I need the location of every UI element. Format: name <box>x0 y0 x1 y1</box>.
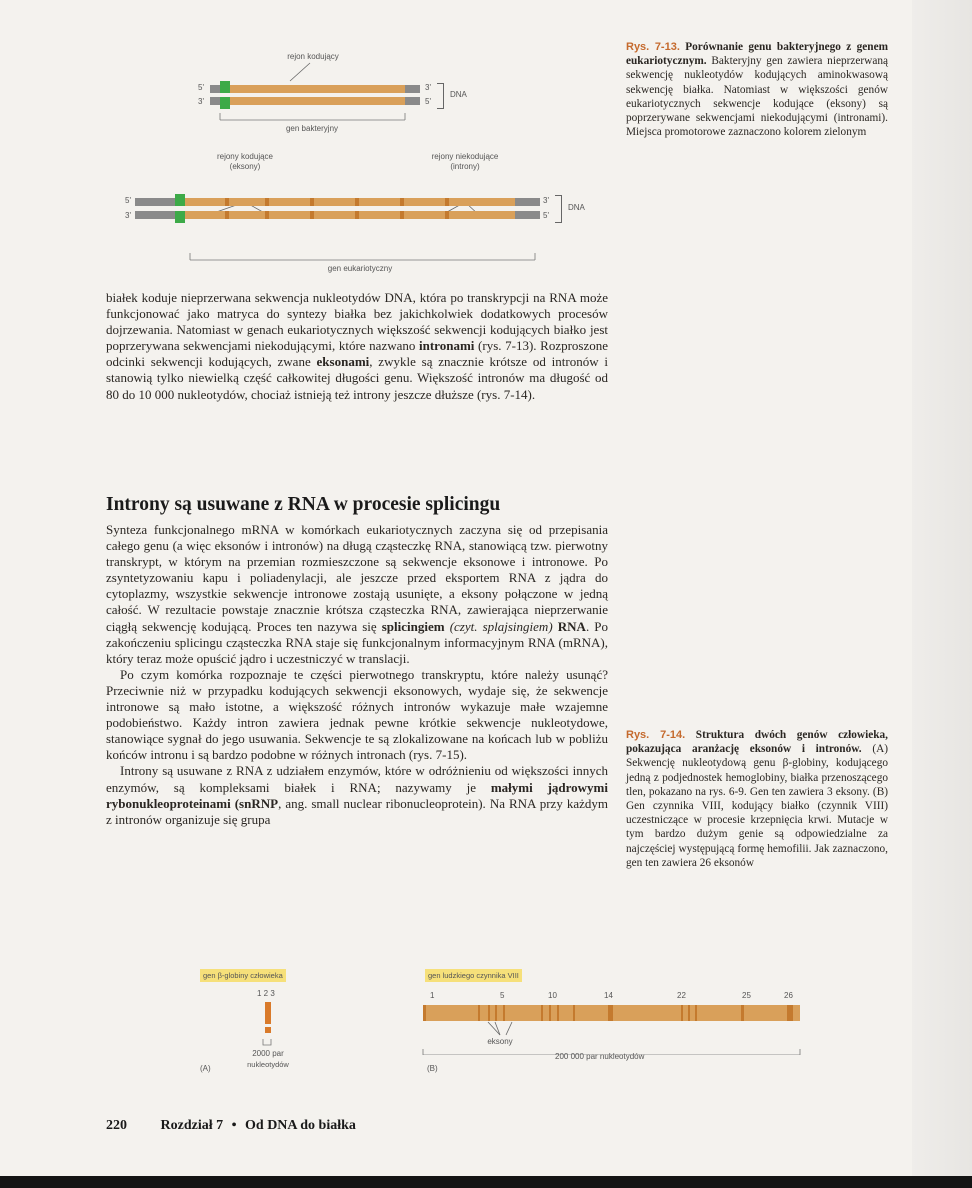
footer-separator: • <box>231 1118 237 1133</box>
caption13-title: Porównanie genu bakteryjnego z genem eukariotycznym. <box>626 41 888 68</box>
tick-26: 26 <box>784 991 793 1000</box>
tick-5: 5 <box>500 991 505 1000</box>
tick-22: 22 <box>677 991 686 1000</box>
euk-five-prime: 5' <box>125 196 131 205</box>
caption13-number: Rys. 7-13. <box>626 41 680 53</box>
eukaryotic-dna-strand-bottom <box>135 211 540 219</box>
caption-7-14 <box>626 728 888 870</box>
term-splicing: splicingiem <box>381 618 445 634</box>
eukaryotic-gene-label: gen eukariotyczny <box>327 264 393 273</box>
exons-label: (eksony) <box>229 162 261 171</box>
panel-b-label: (B) <box>427 1064 438 1073</box>
term-snrnp: małymi jądrowymi rybonukleoproteinami (snRNP <box>106 779 608 811</box>
caption-7-13 <box>626 40 888 139</box>
page-number: 220 <box>106 1118 127 1133</box>
body-paragraphs-2-4 <box>106 522 608 828</box>
term-exons: eksonami <box>316 354 370 370</box>
tick-1: 1 <box>430 991 435 1000</box>
para1-mid: (rys. 7-13). Rozproszone odcinki sekwencji kodujących, zwane <box>106 338 609 370</box>
caption14-body: (A) Sekwencję nukleotydową genu β-globiny, kodującego jedną z podjednostek hemoglobiny, białka przenoszącego tlen, pokazano na rys. 6-9. Gen ten zawiera 3 eksony. (B) Gen czynnika VIII, kodujący białko (czynnik VIII) uczestniczące w procesie krzepnięcia krwi. Mutacje w tym bardzo dużym genie są odpowiedzialne za najczęściej występującą formę hemofilii. Jak zaznaczono, gen ten zawiera 26 eksonów <box>626 743 889 869</box>
coding-region-label: rejon kodujący <box>287 52 339 61</box>
term-rna: RNA <box>557 618 586 634</box>
bacterial-gene-label: gen bakteryjny <box>285 124 339 133</box>
dna-label-top: DNA <box>450 90 467 99</box>
euk-three-prime-end: 3' <box>543 196 549 205</box>
dna-bracket-bottom <box>555 195 562 223</box>
page-edge-shadow <box>912 0 972 1188</box>
five-prime-label: 5' <box>198 83 204 92</box>
five-prime-label-end: 5' <box>425 97 431 106</box>
scale-b-label: 200 000 par nukleotydów <box>555 1052 645 1061</box>
scale-a-value: 2000 par <box>252 1049 284 1058</box>
factor8-exons-label: eksony <box>487 1037 513 1046</box>
globin-exon-numbers: 1 2 3 <box>257 989 275 998</box>
tick-14: 14 <box>604 991 613 1000</box>
globin-gene-tag: gen β-globiny człowieka <box>200 969 286 982</box>
euk-five-prime-end: 5' <box>543 211 549 220</box>
factor8-gene-bar <box>423 1005 800 1021</box>
chapter-label: Rozdział 7 <box>160 1118 224 1133</box>
caption14-number: Rys. 7-14. <box>626 729 686 741</box>
panel-a-label: (A) <box>200 1064 211 1073</box>
para1-end: , zwykle są znacznie krótsze od intronów i stanowią tylko niewielką część całkowitej długości genu. Większość intronów ma długość od 80 do 10 000 nukleotydów, chociaż istnieją też introny jeszcze dłuższe (rys. 7-14). <box>106 354 608 402</box>
caption13-body: Bakteryjny gen zawiera nieprzerwaną sekwencję nukleotydów kodujących aminokwasową sekwencję białka. Natomiast w większości genów eukariotycznych sekwencje kodujące (eksony) są poprzerywane sekwencjami niekodującymi (intronami). Miejsca promotorowe zaznaczono kolorem zielonym <box>626 55 889 139</box>
coding-regions-label: rejony kodujące <box>216 152 274 161</box>
eukaryotic-dna-strand-top <box>135 198 540 206</box>
noncoding-regions-label: rejony niekodujące <box>431 152 499 161</box>
figure-7-13 <box>125 40 610 273</box>
bacterial-dna-strand-top <box>210 85 420 93</box>
body-paragraph-1 <box>106 290 608 403</box>
dna-bracket-top <box>437 83 444 109</box>
dna-label-bottom: DNA <box>568 203 585 212</box>
scale-a-unit: nukleotydów <box>247 1060 289 1069</box>
tick-25: 25 <box>742 991 751 1000</box>
para2-end: . Po zakończeniu splicingu cząsteczka RNA staje się funkcjonalnym informacyjnym RNA (mRNA), który teraz może opuścić jądro i uczestniczyć w translacji. <box>106 618 609 666</box>
page-binding-edge <box>0 1176 972 1188</box>
para3: Po czym komórka rozpoznaje te części pierwotnego transkryptu, które należy usunąć? Przeciwnie niż w przypadku kodujących sekwencji eksonowych, wydaje się, że sekwencje intronowe są mało istotne, a większość różnych intronów wykazuje małe wzajemne podobieństwo. Każdy intron zawiera jednak pewne krótkie sekwencje nukleotydowe, stanowiące sygnał do jego usuwania. Sekwencje te są zlokalizowane na końcach lub w pobliżu końców intronu i są bardzo podobne w różnych intronach (rys. 7-15). <box>106 666 608 763</box>
term-introns: intronami <box>419 338 475 354</box>
three-prime-label-end: 3' <box>425 83 431 92</box>
para2-text: Synteza funkcjonalnego mRNA w komórkach eukariotycznych zaczyna się od przepisania całego genu (a więc eksonów i intronów) na długą cząsteczkę RNA, stanowiącą tzw. pierwotny transkrypt, w którym na przemian rozmieszczone są sekwencje eksonowe i intronowe. Po zsyntetyzowaniu kapu i poliadenylacji, ale jeszcze przed eksportem RNA z jądra do cytoplazmy, wszystkie sekwencje intronowe zostają usunięte, a eksony połączone w jedną całość. W rezultacie powstaje znacznie krótsza cząsteczka RNA, zawierająca nieprzerwanie ciągłą sekwencję kodującą. Proces ten nazywa się <box>106 522 608 634</box>
pronunciation-note: (czyt. splajsingiem) <box>449 618 553 634</box>
factor8-gene-tag: gen ludzkiego czynnika VIII <box>425 969 522 982</box>
bacterial-dna-strand-bottom <box>210 97 420 105</box>
chapter-title: Od DNA do białka <box>245 1118 356 1133</box>
para4-end: , ang. small nuclear ribonucleoprotein). Na RNA przy każdym z intronów organizuje się grupa <box>106 795 608 827</box>
para1-text: białek koduje nieprzerwana sekwencja nukleotydów DNA, która po transkrypcji na RNA może funkcjonować jako matryca do syntezy białka bez jakichkolwiek dodatkowych procesów dojrzewania. Natomiast w genach eukariotycznych większość sekwencji kodujących białko jest poprzerywana sekwencjami niekodującymi, które nazwano <box>106 290 608 354</box>
para4-text: Introny są usuwane z RNA z udziałem enzymów, które w odróżnieniu od większości innych enzymów, są kompleksami białek i RNA; nazywamy je <box>106 763 608 795</box>
introns-label: (introny) <box>450 162 480 171</box>
section-heading: Introny są usuwane z RNA w procesie splicingu <box>106 494 501 515</box>
caption14-title: Struktura dwóch genów człowieka, pokazująca aranżację eksonów i intronów. <box>626 729 889 756</box>
three-prime-label: 3' <box>198 97 204 106</box>
page-footer <box>106 1118 356 1134</box>
tick-10: 10 <box>548 991 557 1000</box>
euk-three-prime: 3' <box>125 211 131 220</box>
